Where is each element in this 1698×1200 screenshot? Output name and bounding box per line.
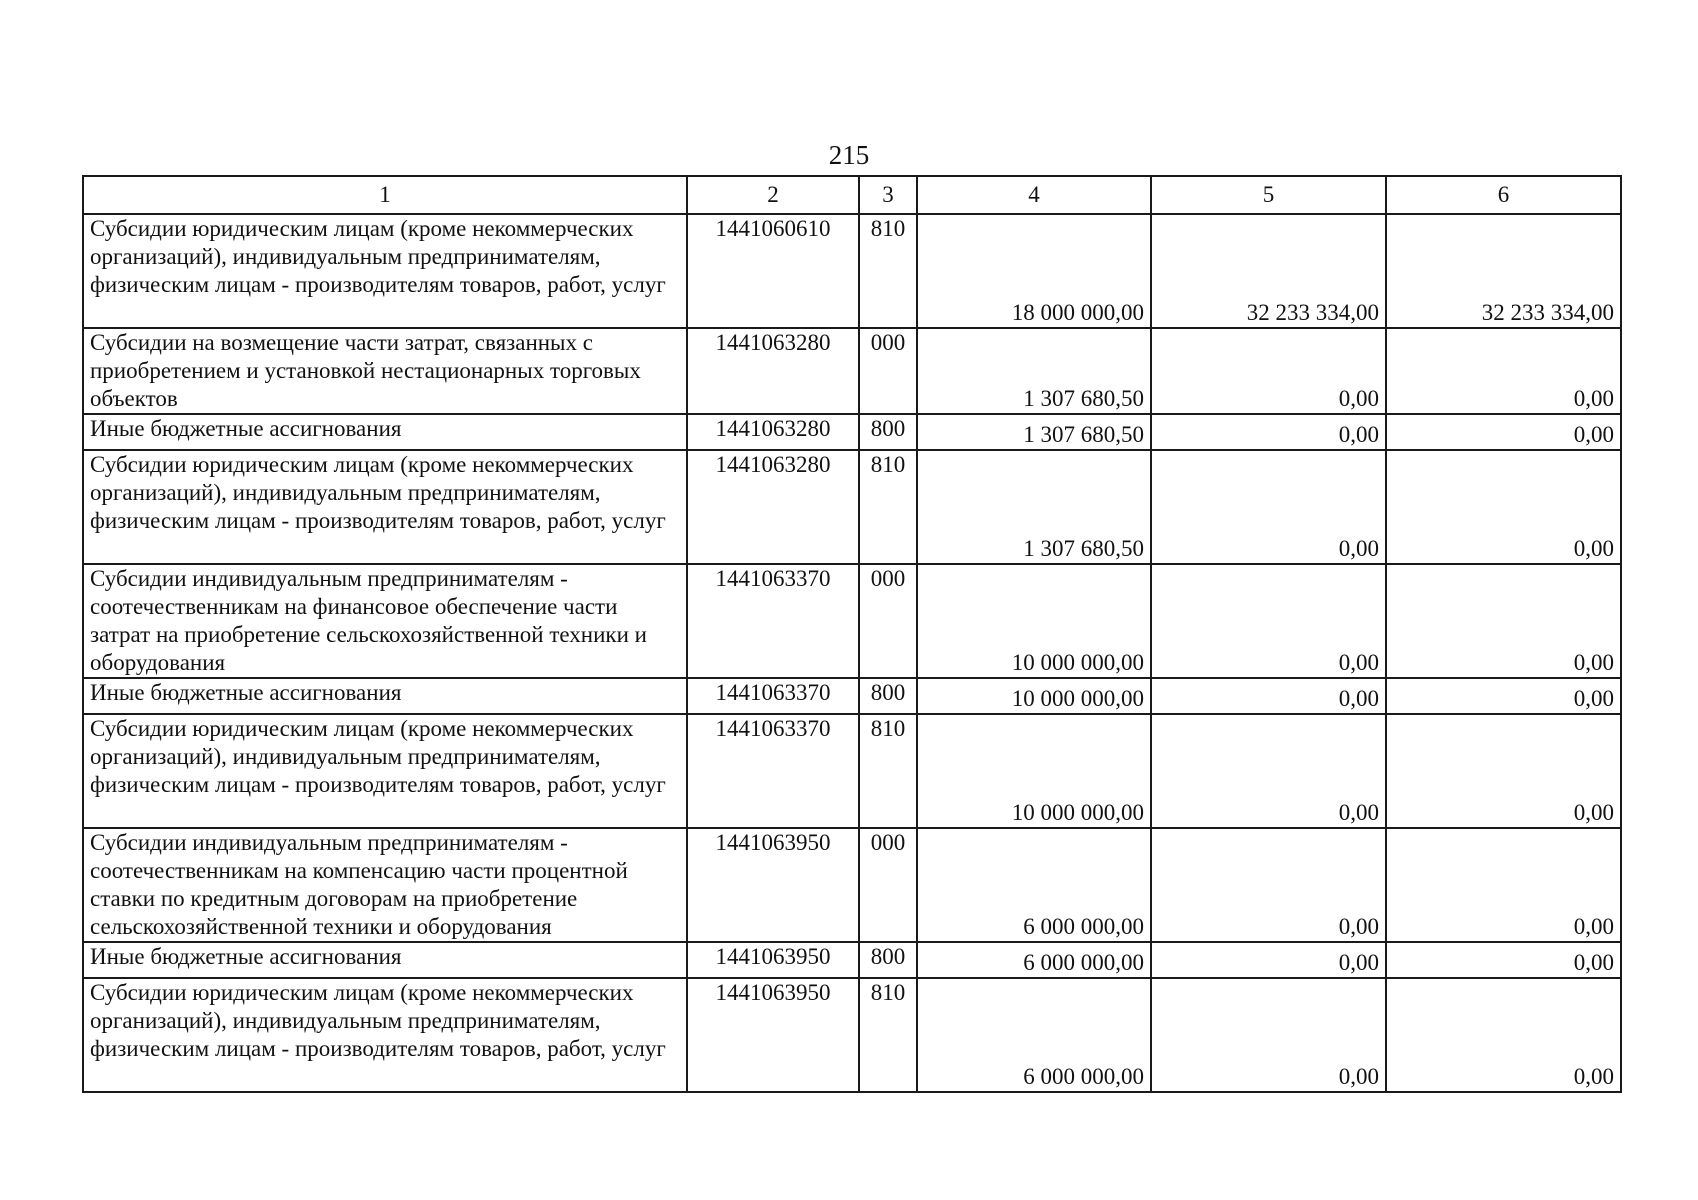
column-header-6: 6 bbox=[1386, 176, 1621, 214]
row-description: Субсидии индивидуальным предпринимателям - соотечественникам на компенсацию части процентной ставки по кредитным договорам на приобретение сельскохозяйственной техники и оборудования bbox=[83, 828, 687, 942]
row-code: 1441063950 bbox=[687, 942, 859, 978]
row-amount-col6: 0,00 bbox=[1386, 978, 1621, 1092]
row-description: Субсидии на возмещение части затрат, связанных с приобретением и установкой нестационарных торговых объектов bbox=[83, 328, 687, 414]
row-description: Иные бюджетные ассигнования bbox=[83, 414, 687, 450]
table-row bbox=[83, 564, 1621, 678]
table-row bbox=[83, 214, 1621, 328]
table-header-row bbox=[83, 176, 1621, 214]
row-description: Субсидии индивидуальным предпринимателям - соотечественникам на финансовое обеспечение части затрат на приобретение сельскохозяйственной техники и оборудования bbox=[83, 564, 687, 678]
table-row bbox=[83, 328, 1621, 414]
row-type-code: 800 bbox=[859, 678, 917, 714]
row-amount-col5: 0,00 bbox=[1151, 678, 1386, 714]
row-amount-col5: 0,00 bbox=[1151, 450, 1386, 564]
row-type-code: 810 bbox=[859, 714, 917, 828]
row-amount-col6: 0,00 bbox=[1386, 678, 1621, 714]
table-row bbox=[83, 678, 1621, 714]
row-amount-col6: 0,00 bbox=[1386, 450, 1621, 564]
row-code: 1441063280 bbox=[687, 414, 859, 450]
row-amount-col6: 0,00 bbox=[1386, 328, 1621, 414]
row-amount-col6: 0,00 bbox=[1386, 414, 1621, 450]
row-code: 1441063370 bbox=[687, 564, 859, 678]
row-description: Субсидии юридическим лицам (кроме некоммерческих организаций), индивидуальным предпринимателям, физическим лицам - производителям товаров, работ, услуг bbox=[83, 714, 687, 828]
row-amount-col4: 18 000 000,00 bbox=[917, 214, 1151, 328]
row-type-code: 000 bbox=[859, 328, 917, 414]
row-code: 1441063950 bbox=[687, 828, 859, 942]
table-row bbox=[83, 828, 1621, 942]
table-row bbox=[83, 714, 1621, 828]
row-amount-col6: 0,00 bbox=[1386, 714, 1621, 828]
row-amount-col4: 1 307 680,50 bbox=[917, 328, 1151, 414]
row-code: 1441063280 bbox=[687, 450, 859, 564]
row-type-code: 000 bbox=[859, 564, 917, 678]
row-description: Иные бюджетные ассигнования bbox=[83, 678, 687, 714]
row-code: 1441063950 bbox=[687, 978, 859, 1092]
row-amount-col5: 32 233 334,00 bbox=[1151, 214, 1386, 328]
table-row bbox=[83, 450, 1621, 564]
table-row bbox=[83, 414, 1621, 450]
row-description: Иные бюджетные ассигнования bbox=[83, 942, 687, 978]
row-amount-col5: 0,00 bbox=[1151, 828, 1386, 942]
row-type-code: 810 bbox=[859, 450, 917, 564]
row-code: 1441063370 bbox=[687, 678, 859, 714]
column-header-2: 2 bbox=[687, 176, 859, 214]
row-code: 1441063280 bbox=[687, 328, 859, 414]
row-amount-col4: 1 307 680,50 bbox=[917, 450, 1151, 564]
budget-table bbox=[82, 175, 1622, 1093]
row-amount-col6: 32 233 334,00 bbox=[1386, 214, 1621, 328]
column-header-4: 4 bbox=[917, 176, 1151, 214]
row-type-code: 000 bbox=[859, 828, 917, 942]
row-description: Субсидии юридическим лицам (кроме некоммерческих организаций), индивидуальным предпринимателям, физическим лицам - производителям товаров, работ, услуг bbox=[83, 214, 687, 328]
row-amount-col5: 0,00 bbox=[1151, 978, 1386, 1092]
column-header-3: 3 bbox=[859, 176, 917, 214]
row-amount-col5: 0,00 bbox=[1151, 714, 1386, 828]
table-row bbox=[83, 942, 1621, 978]
row-amount-col4: 10 000 000,00 bbox=[917, 678, 1151, 714]
row-description: Субсидии юридическим лицам (кроме некоммерческих организаций), индивидуальным предпринимателям, физическим лицам - производителям товаров, работ, услуг bbox=[83, 978, 687, 1092]
row-amount-col6: 0,00 bbox=[1386, 828, 1621, 942]
row-amount-col4: 6 000 000,00 bbox=[917, 978, 1151, 1092]
row-amount-col4: 10 000 000,00 bbox=[917, 564, 1151, 678]
column-header-1: 1 bbox=[83, 176, 687, 214]
row-amount-col4: 10 000 000,00 bbox=[917, 714, 1151, 828]
row-type-code: 810 bbox=[859, 214, 917, 328]
page-number: 215 bbox=[828, 140, 870, 170]
row-amount-col4: 1 307 680,50 bbox=[917, 414, 1151, 450]
row-amount-col6: 0,00 bbox=[1386, 942, 1621, 978]
row-description: Субсидии юридическим лицам (кроме некоммерческих организаций), индивидуальным предпринимателям, физическим лицам - производителям товаров, работ, услуг bbox=[83, 450, 687, 564]
row-amount-col6: 0,00 bbox=[1386, 564, 1621, 678]
row-amount-col5: 0,00 bbox=[1151, 414, 1386, 450]
row-amount-col4: 6 000 000,00 bbox=[917, 942, 1151, 978]
column-header-5: 5 bbox=[1151, 176, 1386, 214]
row-type-code: 800 bbox=[859, 414, 917, 450]
row-amount-col5: 0,00 bbox=[1151, 564, 1386, 678]
row-type-code: 810 bbox=[859, 978, 917, 1092]
row-amount-col5: 0,00 bbox=[1151, 942, 1386, 978]
row-code: 1441060610 bbox=[687, 214, 859, 328]
row-amount-col5: 0,00 bbox=[1151, 328, 1386, 414]
row-amount-col4: 6 000 000,00 bbox=[917, 828, 1151, 942]
table-row bbox=[83, 978, 1621, 1092]
row-type-code: 800 bbox=[859, 942, 917, 978]
row-code: 1441063370 bbox=[687, 714, 859, 828]
